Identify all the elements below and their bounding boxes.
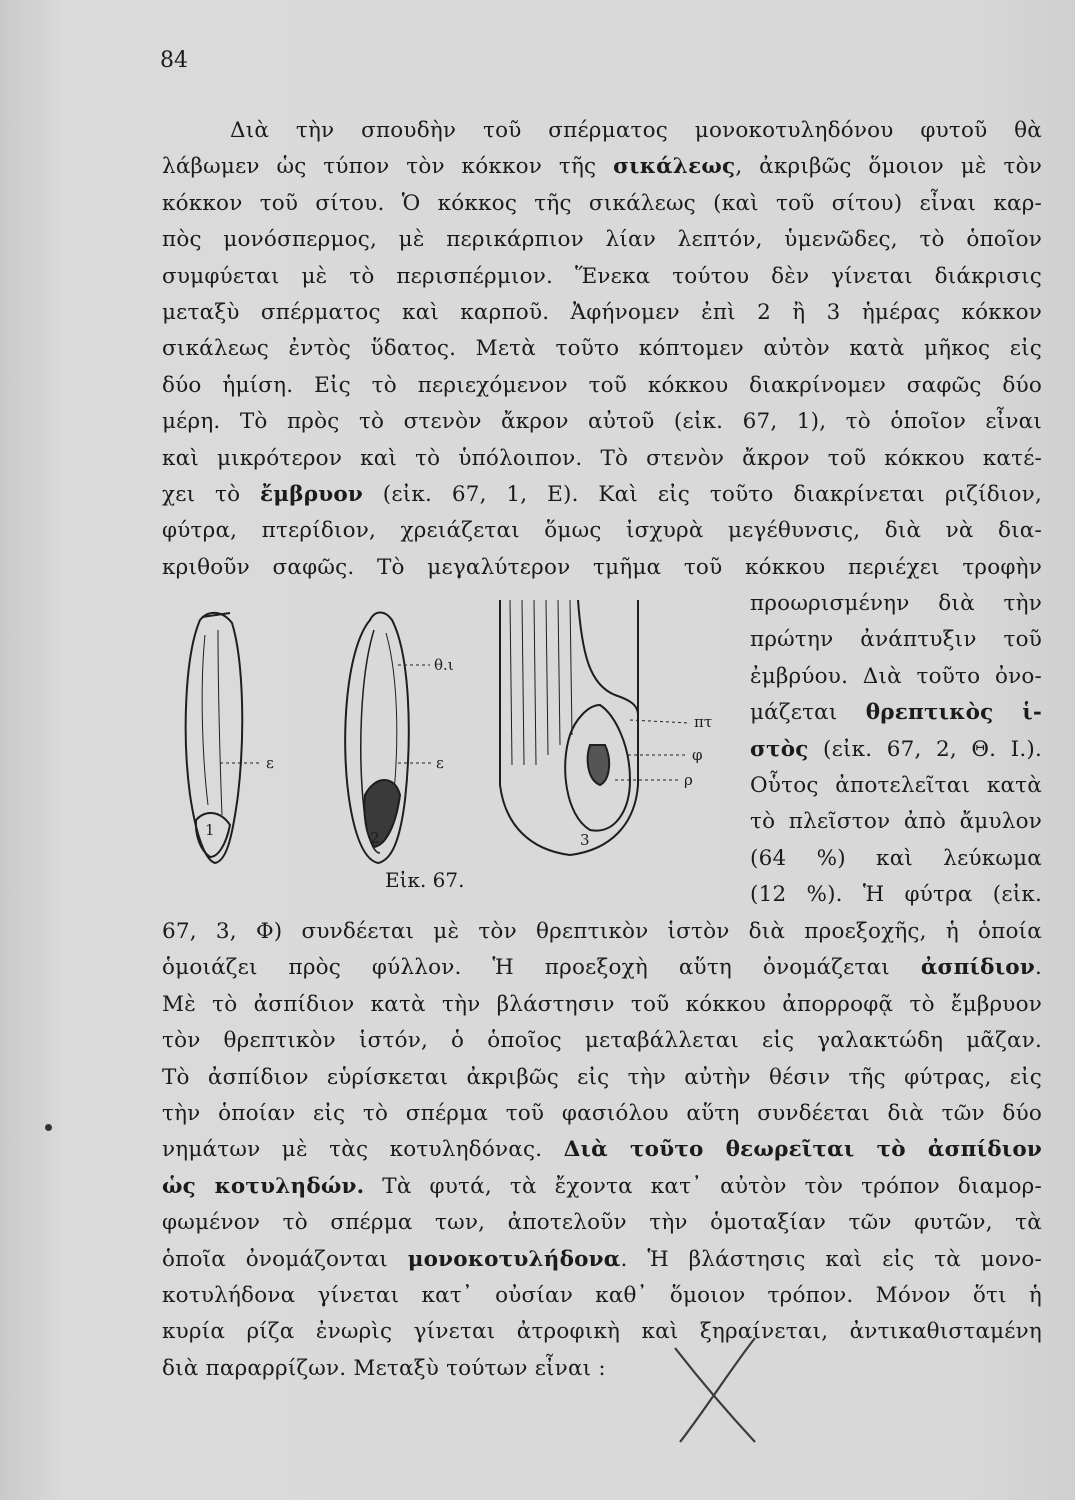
text-segment: κόκκον τοῦ σίτου. Ὁ κόκκος τῆς σικάλεως (καὶ τοῦ σίτου) εἶναι καρ- [162,190,1042,216]
text-line [230,118,1042,144]
page-number: 84 [160,48,188,73]
text-segment: κοτυλήδονα γίνεται κατ᾽ οὐσίαν καθ᾽ ὅμοιον τρόπον. Μόνον ὅτι ἡ [162,1283,1042,1308]
text-segment: Μὲ τὸ ἀσπίδιον κατὰ τὴν βλάστησιν τοῦ κόκκου ἀπορροφᾷ τὸ ἔμβρυον [162,991,1042,1017]
bold-term: Διὰ τοῦτο θεωρεῖται τὸ ἀσπίδιον [563,1137,1043,1163]
text-segment: συμφύεται μὲ τὸ περισπέρμιον. Ἕνεκα τούτου δὲν γίνεται διάκρισις [162,263,1042,289]
text-segment: διὰ παραρρίζων. Μεταξὺ τούτων εἶναι : [162,1355,606,1381]
text-segment: ὁποῖα ὀνομάζονται [162,1246,408,1272]
figure-label-1: ε [266,754,274,772]
text-segment: Διὰ τὴν σπουδὴν τοῦ σπέρματος μονοκοτυληδόνου φυτοῦ θὰ [230,118,1042,143]
text-segment: . Ἡ βλάστησις καὶ εἰς τὰ μονο- [620,1246,1042,1272]
text-line [750,627,1042,653]
text-segment: ὁμοιάζει πρὸς φύλλον. Ἡ προεξοχὴ αὕτη ὀνομάζεται [162,955,921,981]
figure-label-5: φ [692,746,703,764]
figure-67 [160,595,740,895]
text-line [750,700,1042,726]
pencil-cross-mark [660,1330,770,1450]
text-line [162,1247,1042,1273]
text-line [162,555,1042,581]
bold-term: μονοκοτυλήδονα [407,1246,621,1272]
text-line [162,227,1042,253]
text-segment: μάζεται [750,700,866,726]
text-line [162,409,1042,435]
text-segment: φύτρα, πτερίδιον, χρειάζεται ὅμως ἰσχυρὰ μεγέθυνσις, διὰ νὰ δια- [162,518,1042,544]
text-segment: τὸν θρεπτικὸν ἱστόν, ὁ ὁποῖος μεταβάλλεται εἰς γαλακτώδη μᾶζαν. [162,1028,1042,1054]
bold-term: σικάλεως [613,154,736,180]
grain-drawing-1 [186,613,262,863]
figure-label-2: θ.ι [434,656,454,674]
text-segment: κριθοῦν σαφῶς. Τὸ μεγαλύτερον τμῆμα τοῦ κόκκου περιέχει τροφὴν [162,554,1042,580]
bold-term: ὡς κοτυληδών. [162,1173,365,1199]
grain-drawing-2 [345,613,432,864]
text-line [162,300,1042,326]
text-segment: κυρία ρίζα ἐνωρὶς γίνεται ἀτροφικὴ καὶ ξηραίνεται, ἀντικαθισταμένη [162,1319,1042,1345]
text-segment: Οὗτος ἀποτελεῖται κατὰ [750,773,1042,798]
bold-term: θρεπτικὸς ἱ- [865,700,1043,726]
text-segment: πρώτην ἀνάπτυξιν τοῦ [750,627,1042,653]
figure-number-1: 1 [205,821,215,839]
text-segment: δύο ἡμίση. Εἰς τὸ περιεχόμενον τοῦ κόκκου διακρίνομεν σαφῶς δύο [162,372,1042,398]
figure-caption: Εἰκ. 67. [385,868,465,892]
text-line [162,446,1042,472]
text-segment: πὸς μονόσπερμος, μὲ περικάρπιον λίαν λεπτόν, ὑμενῶδες, τὸ ὁποῖον [162,227,1042,253]
text-line [162,1319,1042,1345]
text-segment: . [1034,955,1042,981]
text-line [162,373,1042,399]
text-segment: τὴν ὁποίαν εἰς τὸ σπέρμα τοῦ φασιόλου αὕτη συνδέεται διὰ τῶν δύο [162,1101,1042,1126]
grain-drawing-3 [500,600,690,855]
figure-number-2: 2 [370,829,380,847]
bold-term: ἀσπίδιον [920,955,1035,981]
figure-label-6: ρ [684,771,693,789]
text-segment: χει τὸ [162,482,261,507]
text-line [162,1065,1042,1091]
text-segment: σικάλεως ἐντὸς ὕδατος. Μετὰ τοῦτο κόπτομεν αὐτὸν κατὰ μῆκος εἰς [162,336,1042,362]
text-line [162,1210,1042,1236]
text-line [162,264,1042,290]
text-line [750,809,1042,835]
figure-label-4: πτ [694,713,713,731]
text-line [162,1283,1042,1309]
figure-number-3: 3 [580,831,590,849]
text-line [162,955,1042,981]
text-line [750,773,1042,799]
text-segment: καὶ μικρότερον καὶ τὸ ὑπόλοιπον. Τὸ στενὸν ἄκρον τοῦ κόκκου κατέ- [162,445,1042,471]
text-line [750,737,1042,763]
bold-term: ἔμβρυον [260,482,363,507]
text-segment: Τὸ ἀσπίδιον εὑρίσκεται ἀκριβῶς εἰς τὴν αὐτὴν θέσιν τῆς φύτρας, εἰς [162,1064,1042,1090]
text-segment: (64 %) καὶ λεύκωμα [750,845,1042,871]
text-segment: (εἰκ. 67, 1, Ε). Καὶ εἰς τοῦτο διακρίνεται ριζίδιον, [363,482,1042,507]
text-segment: , ἀκριβῶς ὅμοιον μὲ τὸν [735,154,1042,180]
margin-dot [45,1124,52,1131]
text-line [162,1356,606,1382]
text-line [750,664,1042,690]
text-segment: μέρη. Τὸ πρὸς τὸ στενὸν ἄκρον αὐτοῦ (εἰκ. 67, 1), τὸ ὁποῖον εἶναι [162,409,1042,435]
text-line [162,518,1042,544]
text-segment: λάβωμεν ὡς τύπον τὸν κόκκον τῆς [162,154,614,180]
text-segment: μεταξὺ σπέρματος καὶ καρποῦ. Ἀφήνομεν ἐπὶ 2 ἢ 3 ἡμέρας κόκκον [162,300,1042,325]
text-line [162,992,1042,1018]
text-line [162,1101,1042,1127]
text-segment: (12 %). Ἡ φύτρα (εἰκ. [750,882,1042,908]
text-line [162,1174,1042,1200]
text-line [750,846,1042,872]
text-segment: ἐμβρύου. Διὰ τοῦτο ὀνο- [750,663,1042,689]
text-line [162,191,1042,217]
text-segment: (εἰκ. 67, 2, Θ. Ι.). [808,736,1042,762]
text-line [162,336,1042,362]
text-segment: φωμένον τὸ σπέρμα των, ἀποτελοῦν τὴν ὁμοταξίαν τῶν φυτῶν, τὰ [162,1210,1042,1236]
bold-term: στὸς [750,736,809,762]
text-line [750,591,1042,617]
text-segment: νημάτων μὲ τὰς κοτυληδόνας. [162,1137,564,1163]
text-segment: 67, 3, Φ) συνδέεται μὲ τὸν θρεπτικὸν ἱστὸν διὰ προεξοχῆς, ἡ ὁποία [162,919,1042,944]
text-line [162,1137,1042,1163]
text-segment: τὸ πλεῖστον ἀπὸ ἄμυλον [750,809,1042,835]
text-segment: προωρισμένην διὰ τὴν [750,591,1042,616]
text-line [162,154,1042,180]
text-line [162,1028,1042,1054]
text-line [162,482,1042,508]
text-line [750,882,1042,908]
figure-label-3: ε [436,754,444,772]
text-line [162,919,1042,945]
text-segment: Τὰ φυτά, τὰ ἔχοντα κατ᾽ αὐτὸν τὸν τρόπον διαμορ- [364,1173,1042,1199]
